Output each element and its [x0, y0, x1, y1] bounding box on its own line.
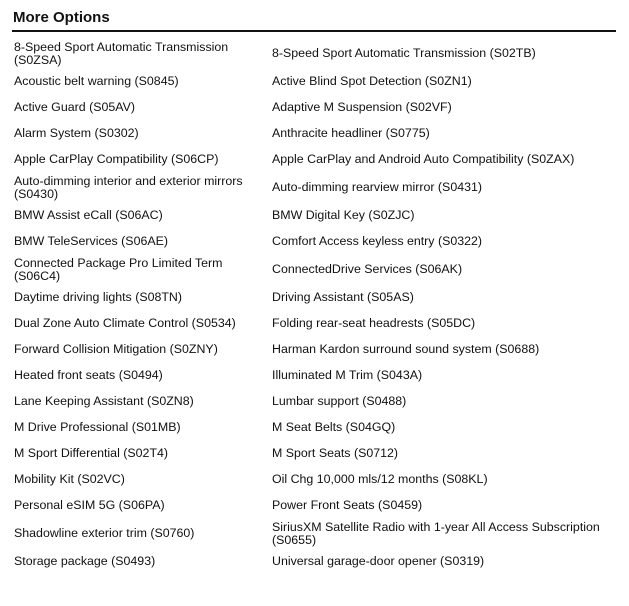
option-item: Storage package (S0493) [14, 554, 156, 569]
option-item: SiriusXM Satellite Radio with 1-year All Access Subscription (S0655) [272, 519, 600, 547]
option-item: Acoustic belt warning (S0845) [14, 74, 179, 89]
section-title: More Options [12, 8, 616, 32]
option-item: M Sport Seats (S0712) [272, 446, 399, 461]
option-item: Auto-dimming rearview mirror (S0431) [272, 180, 483, 195]
option-item: Heated front seats (S0494) [14, 368, 163, 383]
option-item: Apple CarPlay and Android Auto Compatibility (S0ZAX) [272, 152, 575, 167]
option-item: Lumbar support (S0488) [272, 394, 407, 409]
option-item: Comfort Access keyless entry (S0322) [272, 234, 483, 249]
option-item: Harman Kardon surround sound system (S0688) [272, 342, 540, 357]
option-item: 8-Speed Sport Automatic Transmission (S02TB) [272, 46, 536, 61]
option-item: ConnectedDrive Services (S06AK) [272, 262, 463, 277]
option-item: Dual Zone Auto Climate Control (S0534) [14, 316, 236, 331]
option-item: M Sport Differential (S02T4) [14, 446, 169, 461]
option-item: Mobility Kit (S02VC) [14, 472, 125, 487]
option-item: 8-Speed Sport Automatic Transmission (S0ZSA) [14, 39, 229, 67]
option-item: Apple CarPlay Compatibility (S06CP) [14, 152, 219, 167]
option-item: M Seat Belts (S04GQ) [272, 420, 396, 435]
option-item: Daytime driving lights (S08TN) [14, 290, 183, 305]
option-item: Active Guard (S05AV) [14, 100, 135, 115]
option-item: Folding rear-seat headrests (S05DC) [272, 316, 476, 331]
option-item: Power Front Seats (S0459) [272, 498, 423, 513]
option-item: Illuminated M Trim (S043A) [272, 368, 423, 383]
option-item: Lane Keeping Assistant (S0ZN8) [14, 394, 194, 409]
option-item: Active Blind Spot Detection (S0ZN1) [272, 74, 472, 89]
option-item: Oil Chg 10,000 mls/12 months (S08KL) [272, 472, 488, 487]
option-item: Alarm System (S0302) [14, 126, 139, 141]
option-item: Personal eSIM 5G (S06PA) [14, 498, 165, 513]
option-item: BMW Digital Key (S0ZJC) [272, 208, 415, 223]
option-item: Adaptive M Suspension (S02VF) [272, 100, 452, 115]
option-item: BMW Assist eCall (S06AC) [14, 208, 163, 223]
option-item: Shadowline exterior trim (S0760) [14, 526, 195, 541]
option-item: Auto-dimming interior and exterior mirrors (S0430) [14, 173, 243, 201]
options-grid [12, 39, 615, 575]
option-item: Forward Collision Mitigation (S0ZNY) [14, 342, 218, 357]
option-item: BMW TeleServices (S06AE) [14, 234, 169, 249]
option-item: Universal garage-door opener (S0319) [272, 554, 485, 569]
option-item: M Drive Professional (S01MB) [14, 420, 181, 435]
option-item: Driving Assistant (S05AS) [272, 290, 414, 305]
option-item: Anthracite headliner (S0775) [272, 126, 430, 141]
option-item: Connected Package Pro Limited Term (S06C4) [14, 255, 223, 283]
